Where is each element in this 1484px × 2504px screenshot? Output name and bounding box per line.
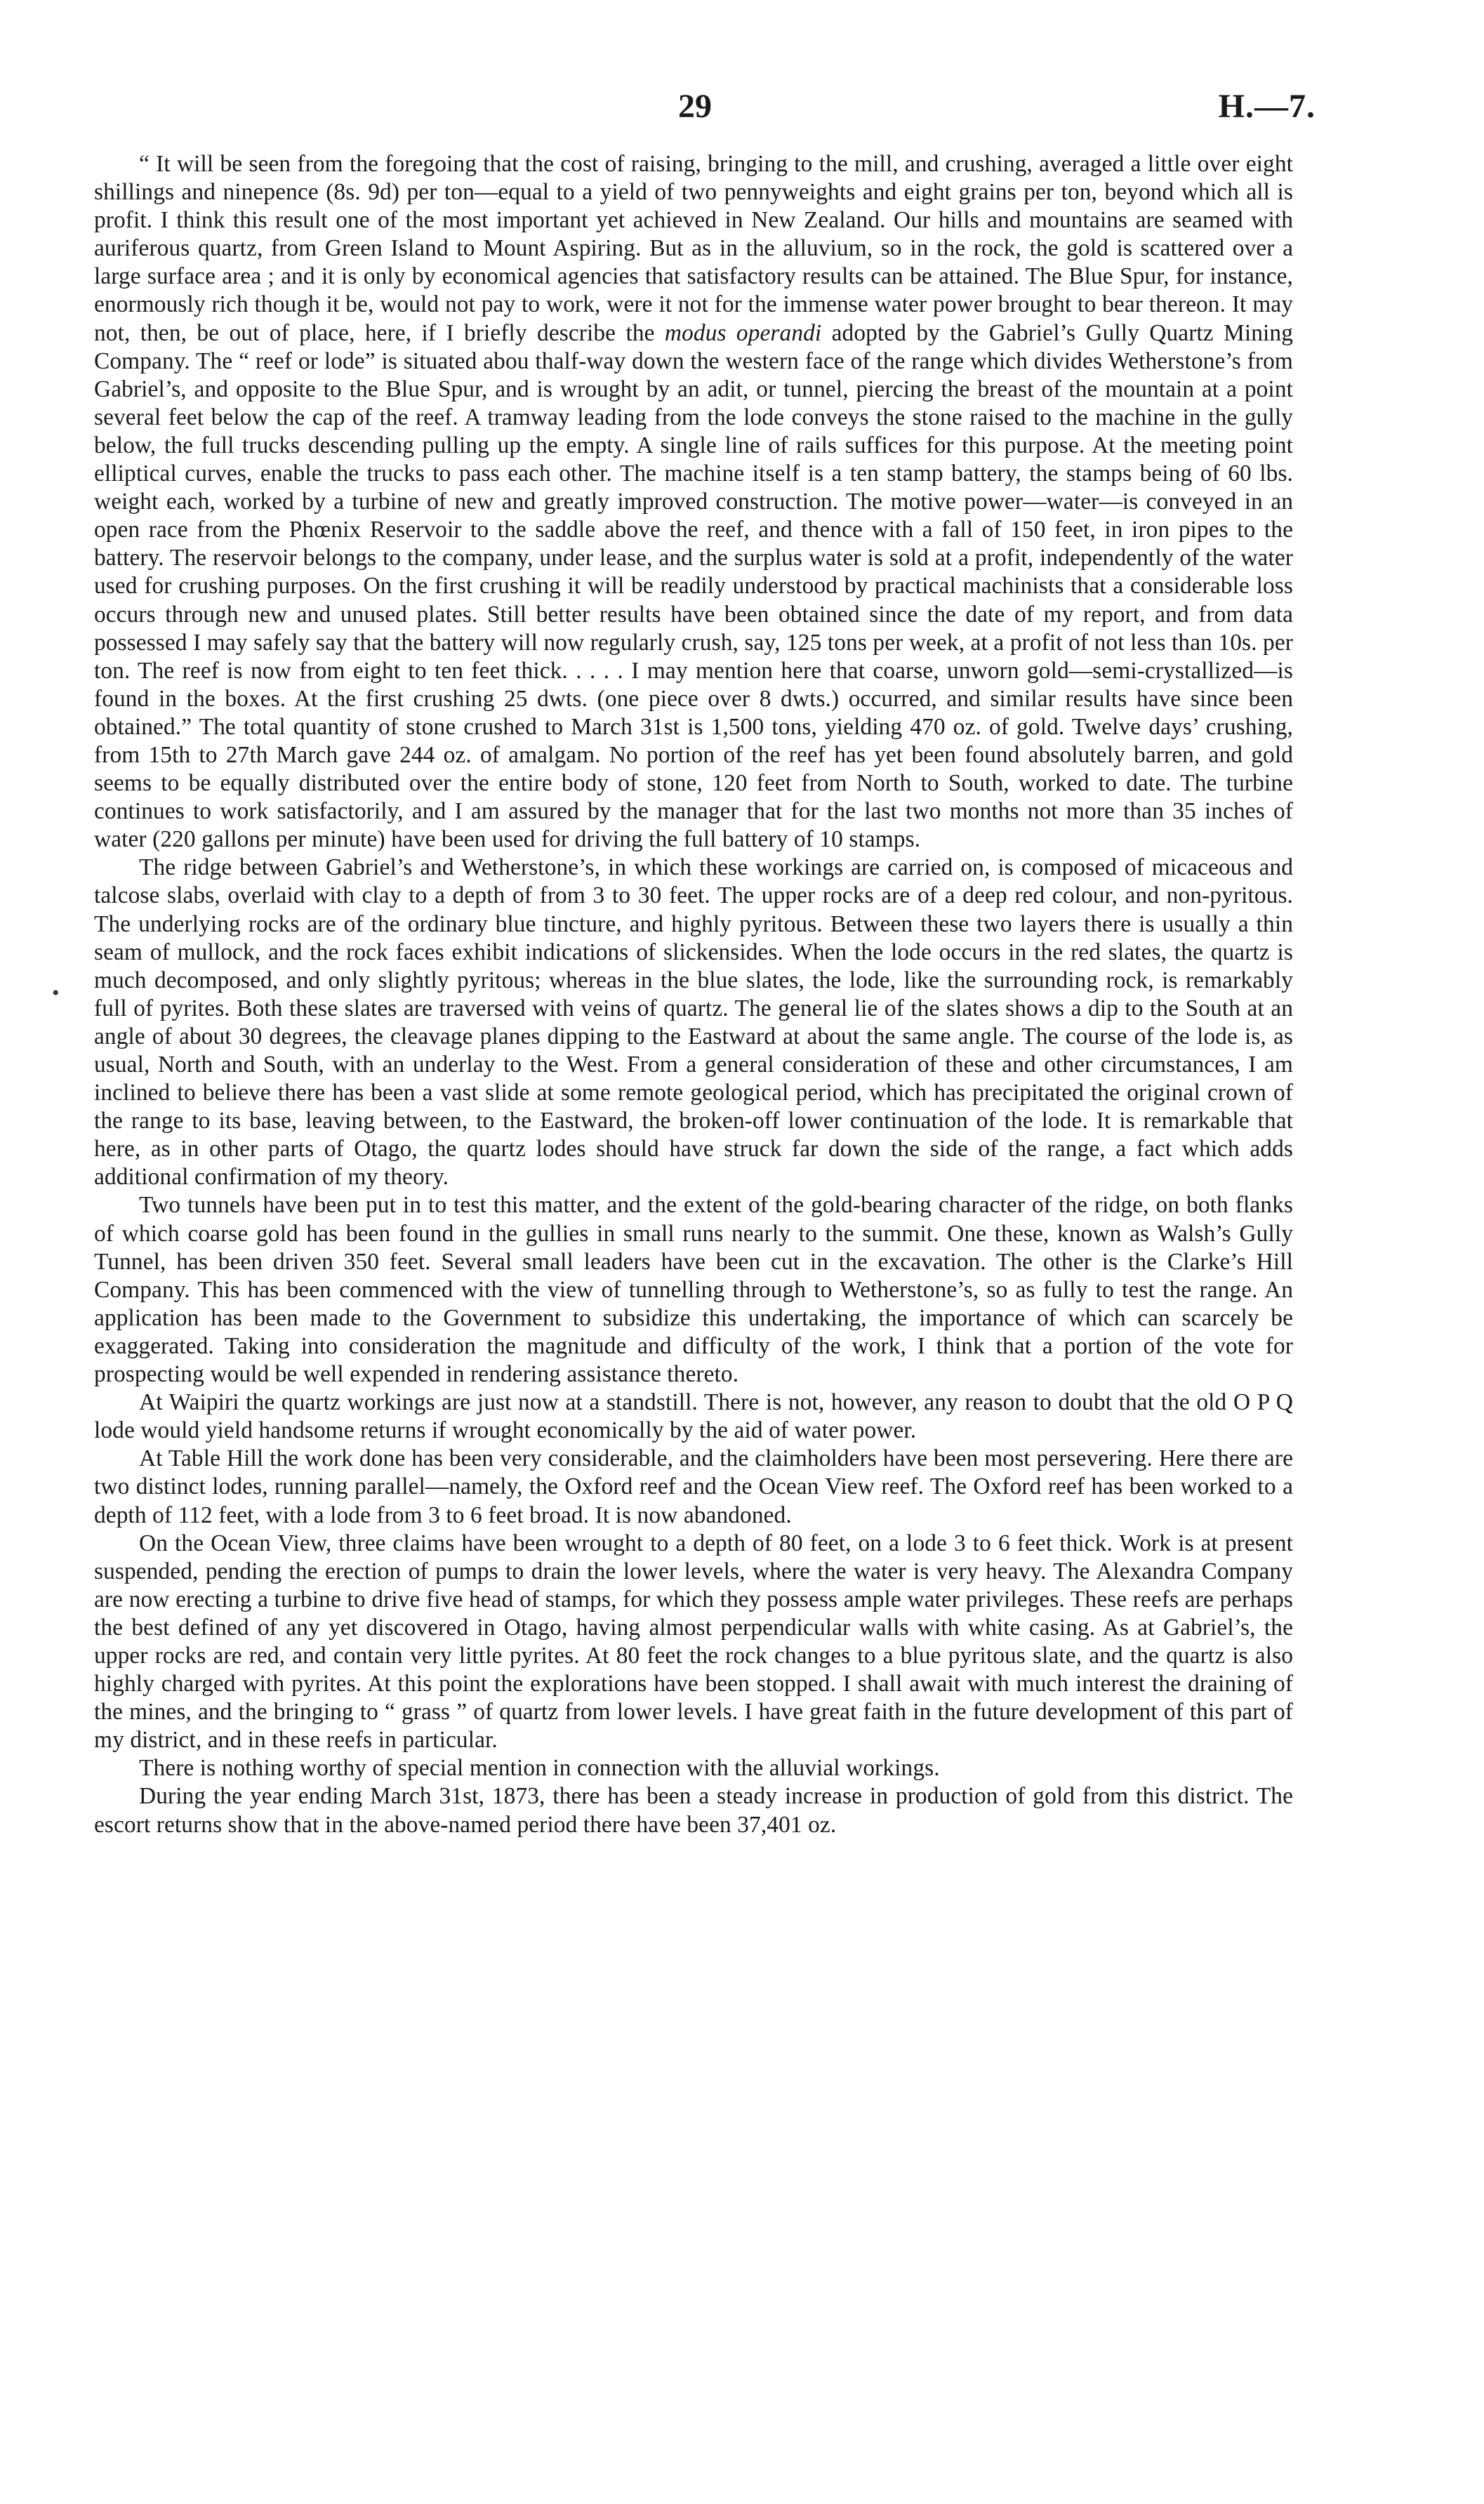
report-body [94,150,1293,1839]
document-reference: H.—7. [1218,88,1316,125]
paragraph-alluvial: There is nothing worthy of special mention in connection with the alluvial workings. [139,1755,940,1782]
paragraph-text: adopted by the Gabriel’s Gully Quartz Mining Company. The “ reef or lode” is situated abou thalf-way down the western face of the range which divides Wetherstone’s from Gabriel’s, and opposite to the Blue Spur, and is wrought by an adit, or tunnel, piercing the breast of the mountain at a point several feet below the cap of the reef. A tramway leading from the lode conveys the stone raised to the machine in the gully below, the full trucks descending pulling up the empty. A single line of rails suffices for this purpose. At the meeting point elliptical curves, enable the trucks to pass each other. The machine itself is a ten stamp battery, the stamps being of 60 lbs. weight each, worked by a turbine of new and greatly improved construction. The motive power—water—is conveyed in an open race from the Phœnix Reservoir to the saddle above the reef, and thence with a fall of 150 feet, in iron pipes to the battery. The reservoir belongs to the company, under lease, and the surplus water is sold at a profit, independently of the water used for crushing purposes. On the first crushing it will be readily understood by practical machinists that a considerable loss occurs through new and unused plates. Still better results have been obtained since the date of my report, and from data possessed I may safely say that the battery will now regularly crush, say, 125 tons per week, at a profit of not less than 10s. per ton. The reef is now from eight to ten feet thick. . . . . I may mention here that coarse, unworn gold—semi-crystallized—is found in the boxes. At the first crushing 25 dwts. (one piece over 8 dwts.) occurred, and similar results have since been obtained.” The total quantity of stone crushed to March 31st is 1,500 tons, yielding 470 oz. of gold. Twelve days’ crushing, from 15th to 27th March gave 244 oz. of amalgam. No portion of the reef has yet been found absolutely barren, and gold seems to be equally distributed over the entire body of stone, 120 feet from North to South, worked to date. The turbine continues to work satisfactorily, and I am assured by the manager that for the last two months not more than 35 inches of water (220 gallons per minute) have been used for driving the full battery of 10 stamps. [94,319,1293,853]
paragraph-quoted-report [94,150,1293,854]
margin-mark: • [52,981,60,1005]
page-number: 29 [678,88,712,125]
paragraph-tunnels: Two tunnels have been put in to test this matter, and the extent of the gold-bearing character of the ridge, on both flanks of which coarse gold has been found in the gullies in small runs nearly to the summit. One these, known as Walsh’s Gully Tunnel, has been driven 350 feet. Several small leaders have been cut in the excavation. The other is the Clarke’s Hill Company. This has been commenced with the view of tunnelling through to Wetherstone’s, so as fully to test the range. An application has been made to the Government to subsidize this undertaking, the importance of which can scarcely be exaggerated. Taking into consideration the magnitude and difficulty of the work, I think that a portion of the vote for prospecting would be well expended in rendering assistance thereto. [94,1192,1293,1388]
paragraph-ocean-view: On the Ocean View, three claims have been wrought to a depth of 80 feet, on a lode 3 to 6 feet thick. Work is at present suspended, pending the erection of pumps to drain the lower levels, where the water is very heavy. The Alexandra Company are now erecting a turbine to drive five head of stamps, for which they possess ample water privileges. These reefs are perhaps the best defined of any yet discovered in Otago, having almost perpendicular walls with white casing. As at Gabriel’s, the upper rocks are red, and contain very little pyrites. At 80 feet the rock changes to a blue pyritous slate, and the quartz is also highly charged with pyrites. At this point the explorations have been stopped. I shall await with much interest the draining of the mines, and the bringing to “ grass ” of quartz from lower levels. I have great faith in the future development of this part of my district, and in these reefs in particular. [94,1530,1293,1754]
paragraph-gold-production: During the year ending March 31st, 1873, there has been a steady increase in production of gold from this district. The escort returns show that in the above-named period there have been 37,401 oz. [94,1783,1293,1838]
paragraph-ridge-geology: The ridge between Gabriel’s and Wetherstone’s, in which these workings are carried on, is composed of micaceous and talcose slabs, overlaid with clay to a depth of from 3 to 30 feet. The upper rocks are of a deep red colour, and non-pyritous. The underlying rocks are of the ordinary blue tincture, and highly pyritous. Between these two layers there is usually a thin seam of mullock, and the rock faces exhibit indications of slickensides. When the lode occurs in the red slates, the quartz is much decomposed, and only slightly pyritous; whereas in the blue slates, the lode, like the surrounding rock, is remarkably full of pyrites. Both these slates are traversed with veins of quartz. The general lie of the slates shows a dip to the South at an angle of about 30 degrees, the cleavage planes dipping to the Eastward at about the same angle. The course of the lode is, as usual, North and South, with an underlay to the West. From a general consideration of these and other circumstances, I am inclined to believe there has been a vast slide at some remote geological period, which has precipitated the original crown of the range to its base, leaving between, to the Eastward, the broken-off lower continuation of the lode. It is remarkable that here, as in other parts of Otago, the quartz lodes should have struck far down the side of the range, a fact which adds additional confirmation of my theory. [94,854,1293,1191]
paragraph-table-hill: At Table Hill the work done has been very considerable, and the claimholders have been most persevering. Here there are two distinct lodes, running parallel—namely, the Oxford reef and the Ocean View reef. The Oxford reef has been worked to a depth of 112 feet, with a lode from 3 to 6 feet broad. It is now abandoned. [94,1445,1293,1528]
paragraph-waipiri: At Waipiri the quartz workings are just now at a standstill. There is not, however, any reason to doubt that the old O P Q lode would yield handsome returns if wrought economically by the aid of water power. [94,1389,1293,1444]
paragraph-text: “ It will be seen from the foregoing that the cost of raising, bringing to the mill, and crushing, averaged a little over eight shillings and ninepence (8s. 9d) per ton—equal to a yield of two pennyweights and eight grains per ton, beyond which all is profit. I think this result one of the most important yet achieved in New Zealand. Our hills and mountains are seamed with auriferous quartz, from Green Island to Mount Aspiring. But as in the alluvium, so in the rock, the gold is scattered over a large surface area ; and it is only by economical agencies that satisfactory results can be attained. The Blue Spur, for instance, enormously rich though it be, would not pay to work, were it not for the immense water power brought to bear thereon. It may not, then, be out of place, here, if I briefly describe the [94,151,1293,346]
italic-phrase: modus operandi [664,319,822,346]
